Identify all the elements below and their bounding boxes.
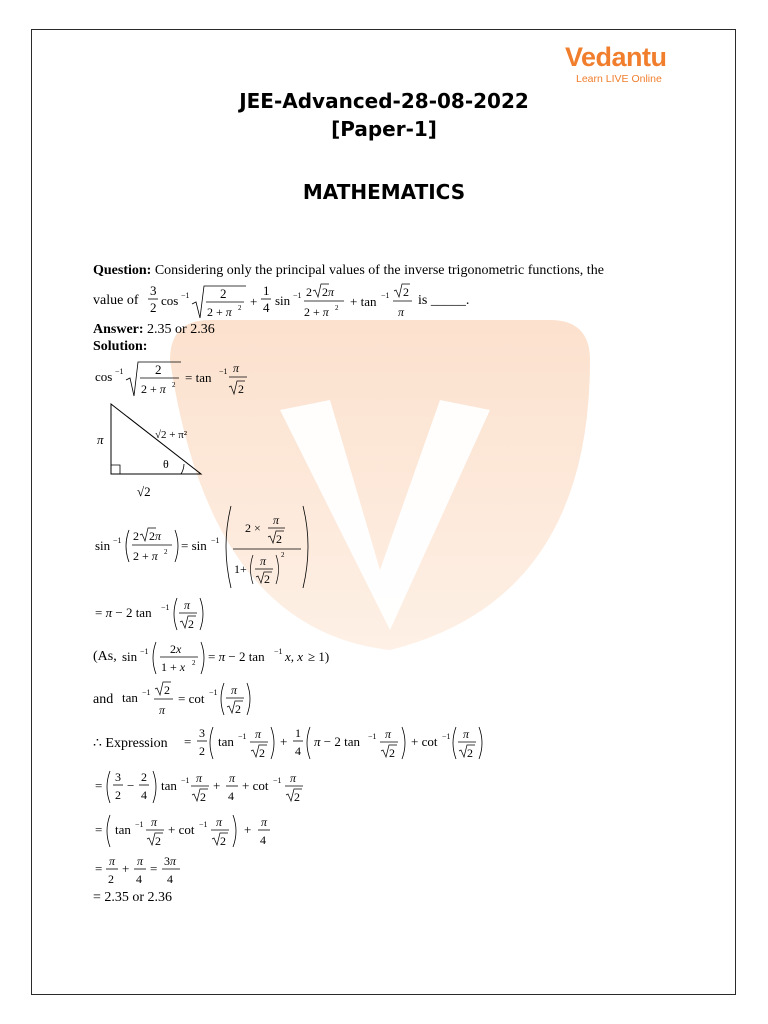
svg-text:2 ×: 2 ×	[245, 521, 261, 535]
svg-text:2: 2	[264, 572, 270, 586]
answer-line	[93, 322, 215, 338]
triangle-diagram	[93, 398, 213, 502]
svg-text:−1: −1	[181, 291, 190, 300]
solution-eq-6	[182, 722, 502, 764]
svg-text:π: π	[255, 727, 262, 741]
svg-text:2: 2	[294, 790, 300, 804]
svg-text:−1: −1	[293, 291, 302, 300]
svg-text:−1: −1	[238, 732, 247, 741]
svg-text:1 + x: 1 + x	[161, 660, 186, 674]
svg-text:tan: tan	[115, 822, 131, 837]
question-line-1	[93, 263, 604, 279]
exam-title: JEE-Advanced-28-08-2022	[239, 89, 529, 113]
svg-text:−1: −1	[140, 647, 149, 656]
triangle-angle: θ	[163, 457, 169, 471]
svg-text:−1: −1	[211, 536, 220, 545]
svg-text:4: 4	[167, 872, 173, 886]
svg-text:sin: sin	[95, 538, 111, 553]
paper-label: [Paper-1]	[331, 117, 437, 141]
svg-text:2: 2	[281, 551, 285, 559]
therefore-expression: ∴ Expression	[93, 736, 168, 751]
svg-text:2: 2	[220, 286, 227, 301]
triangle-base: √2	[137, 484, 151, 499]
svg-text:4: 4	[136, 872, 142, 886]
solution-eq-4	[120, 638, 350, 678]
svg-text:π: π	[385, 727, 392, 741]
svg-text:−1: −1	[219, 367, 228, 376]
svg-text:=: =	[184, 734, 192, 749]
svg-text:cos: cos	[161, 293, 179, 308]
svg-text:3π: 3π	[164, 854, 177, 868]
solution-eq-1	[93, 356, 263, 400]
svg-text:2 + π: 2 + π	[207, 305, 232, 319]
solution-eq-5	[120, 678, 270, 720]
and-prefix: and	[93, 692, 114, 707]
svg-text:−1: −1	[161, 603, 170, 612]
svg-text:π − 2 tan: π − 2 tan	[314, 734, 360, 749]
question-value-of: value of	[93, 293, 139, 308]
svg-text:4: 4	[260, 833, 266, 847]
svg-text:−1: −1	[199, 820, 208, 829]
svg-text:π: π	[398, 305, 405, 319]
svg-text:x, x: x, x	[285, 649, 304, 664]
svg-text:2: 2	[238, 304, 242, 312]
svg-text:+ tan: + tan	[350, 294, 377, 309]
svg-text:=: =	[95, 822, 103, 837]
svg-text:+ cot: + cot	[168, 822, 195, 837]
svg-text:4: 4	[228, 789, 234, 803]
svg-text:−1: −1	[142, 688, 151, 697]
svg-text:2 + π: 2 + π	[141, 382, 166, 396]
svg-text:−1: −1	[181, 776, 190, 785]
svg-text:2: 2	[155, 362, 162, 377]
svg-text:π: π	[151, 815, 158, 829]
svg-text:=: =	[150, 861, 158, 876]
question-blank: is _____.	[418, 293, 470, 308]
svg-text:1: 1	[263, 283, 270, 298]
svg-text:= π − 2 tan: = π − 2 tan	[95, 605, 152, 620]
svg-text:1: 1	[295, 726, 301, 740]
svg-text:2: 2	[235, 702, 241, 716]
svg-text:2: 2	[164, 548, 168, 556]
svg-text:π: π	[231, 683, 238, 697]
solution-eq-2	[93, 502, 323, 592]
svg-text:2: 2	[155, 834, 161, 848]
svg-text:−1: −1	[368, 732, 377, 741]
svg-text:2: 2	[306, 285, 312, 299]
answer-label: Answer:	[93, 322, 144, 337]
svg-text:2: 2	[150, 300, 157, 315]
svg-text:2: 2	[164, 683, 170, 697]
svg-text:2: 2	[108, 872, 114, 886]
svg-text:2π: 2π	[149, 529, 162, 543]
svg-text:π: π	[229, 771, 236, 785]
svg-text:+: +	[250, 294, 258, 309]
svg-text:= π − 2 tan: = π − 2 tan	[208, 649, 265, 664]
svg-text:=: =	[95, 778, 103, 793]
svg-text:tan: tan	[122, 690, 138, 705]
question-label: Question:	[93, 263, 152, 278]
svg-text:= sin: = sin	[181, 538, 207, 553]
solution-eq-3	[93, 594, 223, 634]
svg-text:π: π	[233, 361, 240, 375]
logo-tagline: Learn LIVE Online	[576, 73, 662, 85]
svg-text:sin: sin	[275, 293, 291, 308]
svg-text:π: π	[137, 854, 144, 868]
svg-text:2: 2	[172, 381, 176, 389]
svg-text:2: 2	[141, 770, 147, 784]
answer-value: 2.35 or 2.36	[147, 322, 215, 337]
svg-text:2: 2	[192, 659, 196, 667]
svg-text:π: π	[159, 703, 166, 717]
svg-text:4: 4	[141, 788, 147, 802]
svg-text:2x: 2x	[170, 642, 182, 656]
svg-text:−1: −1	[274, 647, 283, 656]
solution-eq-7	[93, 766, 323, 808]
svg-text:3: 3	[150, 283, 157, 298]
svg-text:−: −	[127, 778, 135, 793]
svg-text:1+: 1+	[234, 562, 247, 576]
svg-text:2: 2	[133, 529, 139, 543]
svg-text:π: π	[109, 854, 116, 868]
solution-label: Solution:	[93, 339, 148, 354]
svg-text:−1: −1	[273, 776, 282, 785]
svg-text:4: 4	[295, 744, 301, 758]
svg-text:π: π	[260, 554, 267, 568]
svg-text:tan: tan	[161, 778, 177, 793]
svg-text:+ cot: + cot	[242, 778, 269, 793]
logo-brand-text: Vedantu	[565, 42, 667, 72]
svg-text:2: 2	[188, 617, 194, 631]
svg-text:π: π	[196, 771, 203, 785]
svg-text:2: 2	[199, 744, 205, 758]
svg-text:4: 4	[263, 300, 270, 315]
svg-text:2: 2	[220, 834, 226, 848]
svg-text:π: π	[290, 771, 297, 785]
svg-text:2 + π: 2 + π	[133, 549, 158, 563]
svg-text:2: 2	[238, 382, 244, 396]
svg-text:−1: −1	[209, 688, 218, 697]
svg-text:≥ 1): ≥ 1)	[308, 649, 330, 664]
svg-text:+: +	[213, 778, 221, 793]
vedantu-logo	[565, 44, 675, 88]
svg-text:π: π	[261, 815, 268, 829]
svg-text:+ cot: + cot	[411, 734, 438, 749]
svg-text:+: +	[244, 822, 252, 837]
svg-text:cos: cos	[95, 369, 113, 384]
triangle-hypotenuse: √2 + π²	[155, 429, 188, 441]
svg-text:π: π	[184, 598, 191, 612]
svg-text:π: π	[273, 513, 280, 527]
svg-text:−1: −1	[113, 536, 122, 545]
question-text: Considering only the principal values of the inverse trigonometric functions, the	[154, 263, 604, 278]
svg-text:−1: −1	[381, 291, 390, 300]
svg-text:= cot: = cot	[178, 691, 205, 706]
svg-text:2: 2	[259, 746, 265, 760]
svg-text:+: +	[122, 861, 130, 876]
svg-text:−1: −1	[135, 820, 144, 829]
svg-text:3: 3	[199, 726, 205, 740]
svg-text:2 + π: 2 + π	[304, 305, 329, 319]
svg-text:π: π	[216, 815, 223, 829]
svg-text:−1: −1	[115, 367, 124, 376]
svg-text:2π: 2π	[322, 285, 335, 299]
svg-text:−1: −1	[442, 732, 451, 741]
svg-text:tan: tan	[218, 734, 234, 749]
svg-text:2: 2	[403, 285, 409, 299]
solution-eq-9	[93, 852, 213, 888]
subject-title: MATHEMATICS	[302, 180, 466, 204]
svg-text:+: +	[280, 734, 288, 749]
as-prefix: (As,	[93, 649, 117, 664]
svg-text:=: =	[95, 861, 103, 876]
svg-text:sin: sin	[122, 649, 138, 664]
svg-text:2: 2	[389, 746, 395, 760]
svg-text:2: 2	[115, 788, 121, 802]
svg-text:3: 3	[115, 770, 121, 784]
svg-text:2: 2	[200, 790, 206, 804]
svg-text:2: 2	[276, 532, 282, 546]
svg-text:2: 2	[335, 304, 339, 312]
solution-eq-8	[93, 810, 293, 852]
svg-text:= tan: = tan	[185, 370, 212, 385]
final-answer-line: = 2.35 or 2.36	[93, 890, 173, 905]
svg-text:π: π	[463, 727, 470, 741]
svg-text:2: 2	[467, 746, 473, 760]
triangle-side-vertical: π	[97, 432, 104, 447]
